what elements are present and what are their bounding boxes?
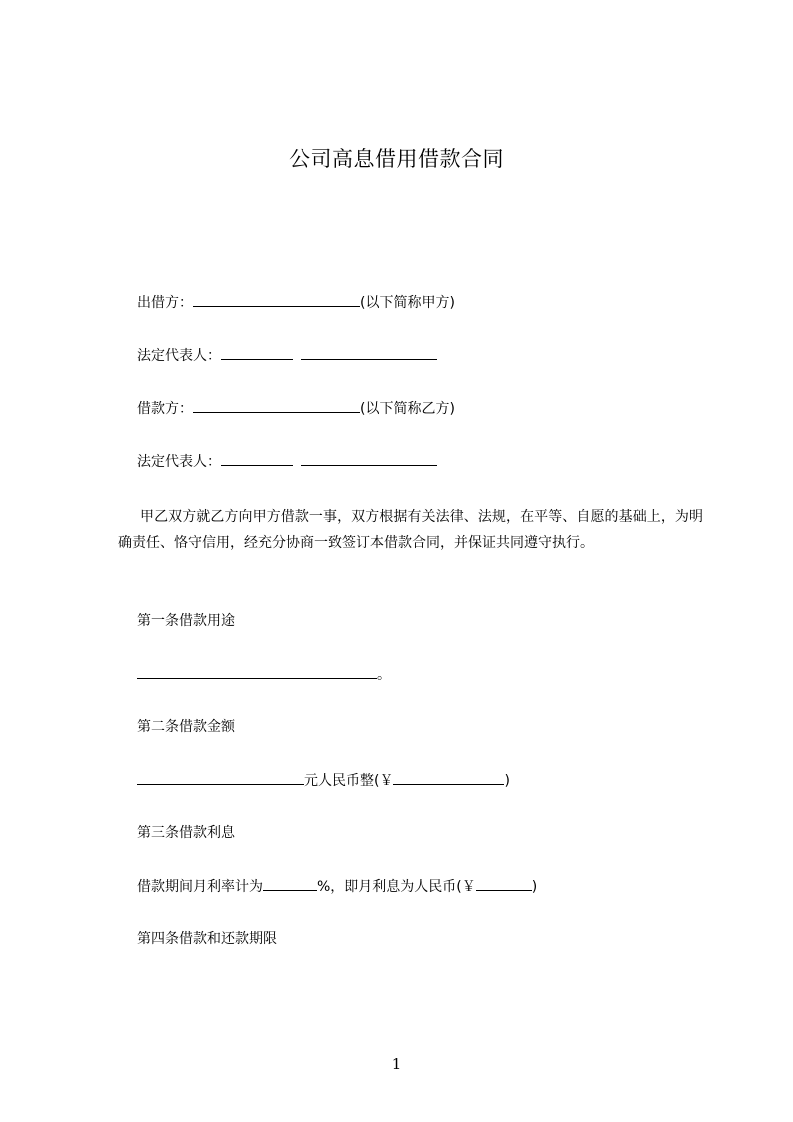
monthly-rate-blank[interactable] <box>263 876 317 891</box>
monthly-interest-blank[interactable] <box>476 876 532 891</box>
article1-purpose-line <box>137 664 391 685</box>
lender-name-blank[interactable] <box>193 292 360 307</box>
lender-rep-label: 法定代表人： <box>137 348 221 364</box>
article2-heading: 第二条借款金额 <box>137 719 235 735</box>
lender-rep-blank-2[interactable] <box>301 345 437 360</box>
page-number: 1 <box>391 1055 402 1073</box>
article1-end-mark: 。 <box>377 667 391 683</box>
lender-suffix: (以下简称甲方) <box>360 295 455 311</box>
article3-heading: 第三条借款利息 <box>137 825 235 841</box>
article2-close-paren: ) <box>504 773 510 789</box>
lender-rep-blank-1[interactable] <box>221 345 293 360</box>
lender-label: 出借方： <box>137 295 193 311</box>
article3-close-paren: ) <box>531 879 538 895</box>
preamble-paragraph: 甲乙双方就乙方向甲方借款一事，双方根据有关法律、法规，在平等、自愿的基础上，为明确责任、恪守信用，经充分协商一致签订本借款合同，并保证共同遵守执行。 <box>118 509 703 551</box>
borrower-line <box>137 398 455 419</box>
borrower-rep-blank-2[interactable] <box>301 451 437 466</box>
borrower-rep-line <box>137 451 437 472</box>
article3-interest-line <box>137 876 537 897</box>
article3-text-a: 借款期间月利率计为 <box>137 879 263 895</box>
loan-purpose-blank[interactable] <box>137 664 377 679</box>
borrower-rep-label: 法定代表人： <box>137 454 221 470</box>
article4-heading: 第四条借款和还款期限 <box>137 931 277 947</box>
borrower-suffix: (以下简称乙方) <box>360 401 455 417</box>
lender-line <box>137 292 455 313</box>
borrower-label: 借款方： <box>137 401 193 417</box>
borrower-rep-blank-1[interactable] <box>221 451 293 466</box>
article3-text-b: %，即月利息为人民币(￥ <box>317 879 476 895</box>
document-title: 公司高息借用借款合同 <box>289 147 504 171</box>
loan-amount-figure-blank[interactable] <box>393 770 504 785</box>
article2-amount-line <box>137 770 510 791</box>
loan-amount-words-blank[interactable] <box>137 770 304 785</box>
article1-heading: 第一条借款用途 <box>137 613 235 629</box>
article2-currency-text: 元人民币整(￥ <box>304 773 394 789</box>
borrower-name-blank[interactable] <box>193 398 360 413</box>
lender-rep-line <box>137 345 437 366</box>
